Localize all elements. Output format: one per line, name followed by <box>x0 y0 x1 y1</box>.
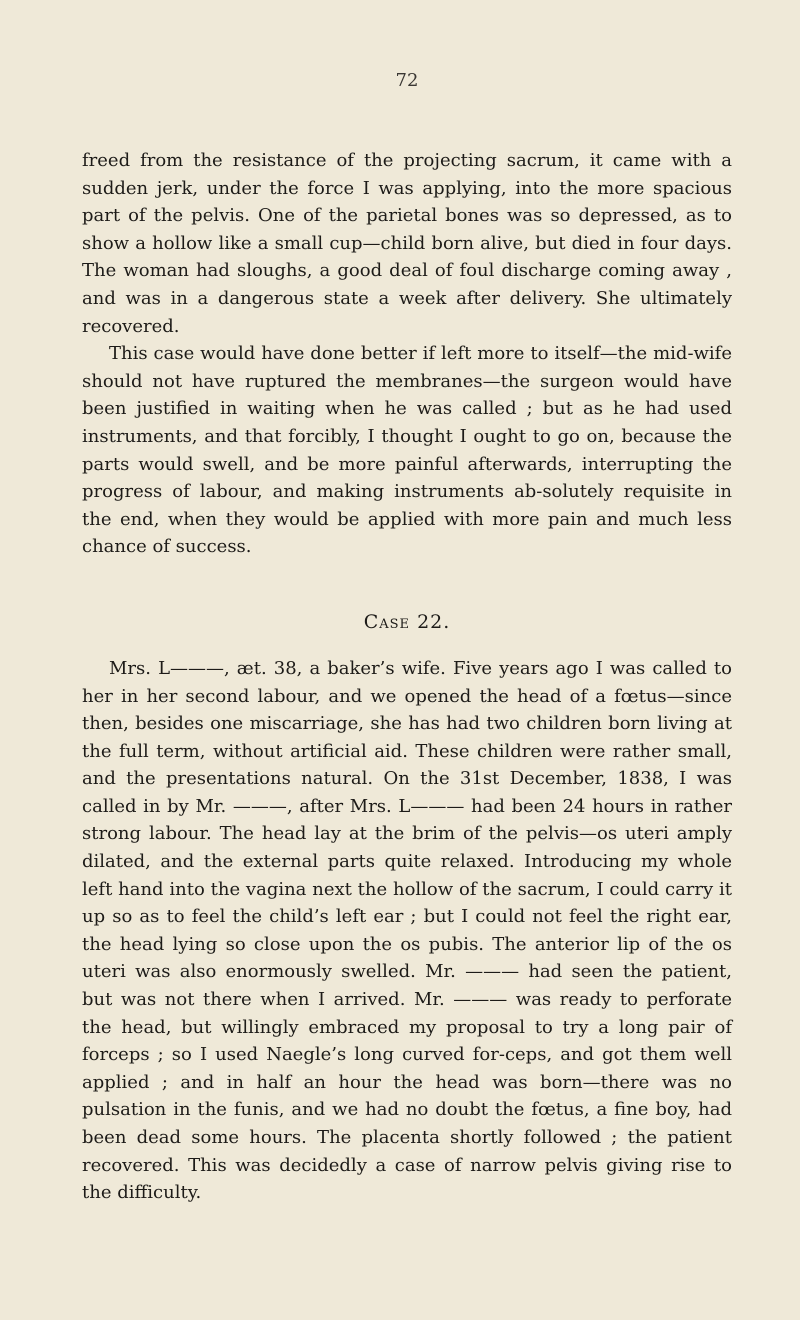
paragraph-continuation: freed from the resistance of the projecting sacrum, it came with a sudden jerk, under the force I was applying, into the more spacious part of the pelvis. One of the parietal bones was so depressed, as to show a hollow like a small cup—child born alive, but died in four days. The woman had sloughs, a good deal of foul discharge coming away , and was in a dangerous state a week after delivery. She ultimately recovered. <box>82 150 732 337</box>
paragraph-commentary: This case would have done better if left more to itself—the mid-wife should not have ruptured the membranes—the surgeon would have been justified in waiting when he was called ; but as he had used instruments, and that forcibly, I thought I ought to go on, because the parts would swell, and be more painful afterwards, interrupting the progress of labour, and making instruments ab-solutely requisite in the end, when they would be applied with more pain and much less chance of success. <box>82 343 732 558</box>
case-paragraph: Mrs. L———, æt. 38, a baker’s wife. Five years ago I was called to her in her second labour, and we opened the head of a fœtus—since then, besides one miscarriage, she has had two children born living at the full term, without artificial aid. These children were rather small, and the presentations natural. On the 31st December, 1838, I was called in by Mr. ———, after Mrs. L——— had been 24 hours in rather strong labour. The head lay at the brim of the pelvis—os uteri amply dilated, and the external parts quite relaxed. Introducing my whole left hand into the vagina next the hollow of the sacrum, I could carry it up so as to feel the child’s left ear ; but I could not feel the right ear, the head lying so close upon the os pubis. The anterior lip of the os uteri was also enormously swelled. Mr. ——— had seen the patient, but was not there when I arrived. Mr. ——— was ready to perforate the head, but willingly embraced my proposal to try a long pair of forceps ; so I used Naegle’s long curved for-ceps, and got them well applied ; and in half an hour the head was born—there was no pulsation in the funis, and we had no doubt the fœtus, a fine boy, had been dead some hours. The placenta shortly followed ; the patient recovered. This was decidedly a case of narrow pelvis giving rise to the difficulty. <box>82 657 732 1204</box>
page-number: 72 <box>395 70 419 91</box>
case-heading: Case 22. <box>363 610 451 633</box>
